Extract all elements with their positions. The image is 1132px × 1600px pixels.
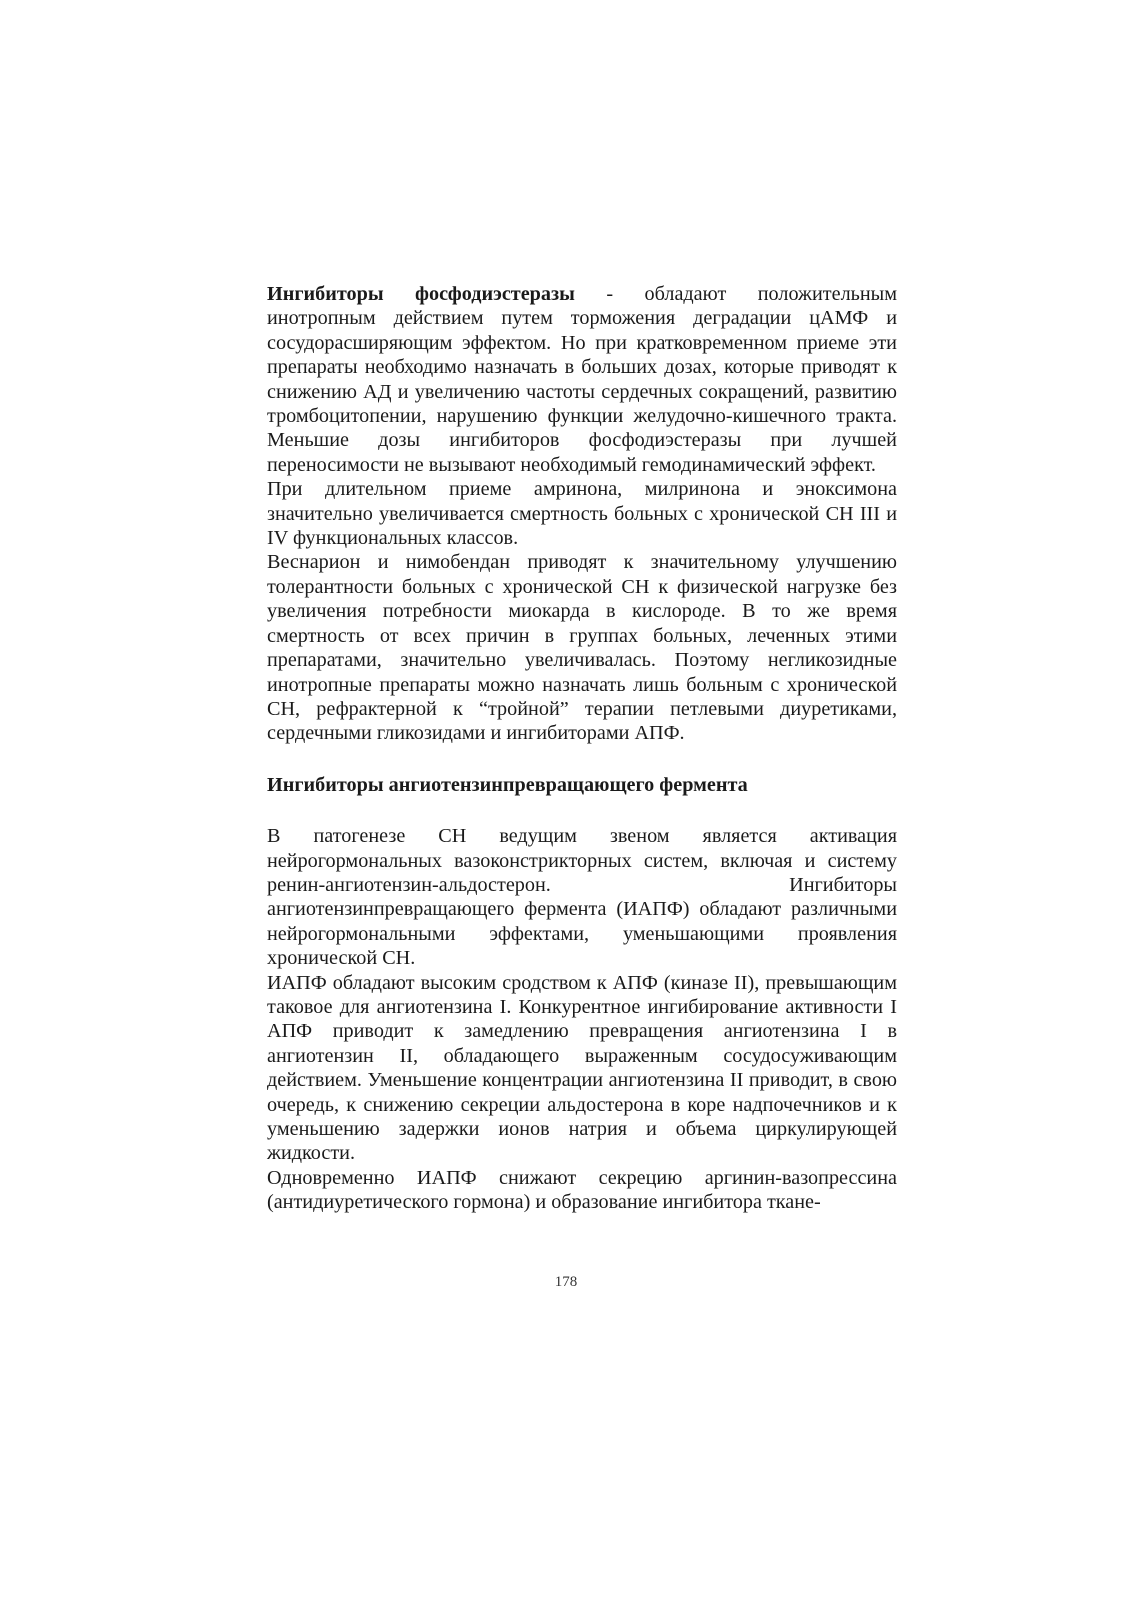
- paragraph-vesnarinone-pimobendan: Веснарион и нимобендан приводят к значительному улучшению толерантности больных с хронической СН к физической нагрузке без увеличения потребности миокарда в кислороде. В то же время смертность от всех причин в группах больных, леченных этими препаратами, значительно увеличивалась. Поэтому негликозидные инотропные препараты можно назначать лишь больным с хронической СН, рефрактерной к “тройной” терапии петлевыми диуретиками, сердечными гликозидами и ингибиторами АПФ.: [267, 551, 897, 745]
- paragraph-pathogenesis: В патогенезе СН ведущим звеном является активация нейрогормональных вазоконстрикторных систем, включая и систему ренин-ангиотензин-альдостерон. Ингибиторы ангиотензинпревращающего фермента (ИАПФ) обладают различными нейрогормональными эффектами, уменьшающими проявления хронической СН.: [267, 825, 897, 970]
- section-heading-ace-inhibitors: Ингибиторы ангиотензинпревращающего фермента: [267, 773, 748, 796]
- paragraph-pde-inhibitors: [267, 282, 897, 477]
- paragraph-ace-affinity: ИАПФ обладают высоким сродством к АПФ (киназе II), превышающим таковое для ангиотензина I. Конкурентное ингибирование активности I АПФ приводит к замедлению превращения ангиотензина I в ангиотензин II, обладающего выраженным сосудосуживающим действием. Уменьшение концентрации ангиотензина II приводит, в свою очередь, к снижению секреции альдостерона в коре надпочечников и к уменьшению задержки ионов натрия и объема циркулирующей жидкости.: [267, 971, 897, 1165]
- term-pde-inhibitors: Ингибиторы фосфодиэстеразы: [267, 283, 575, 305]
- paragraph-vasopressin: Одновременно ИАПФ снижают секрецию аргинин-вазопрессина (антидиуретического гормона) и образование ингибитора ткане-: [267, 1166, 897, 1214]
- paragraph-long-term-mortality: При длительном приеме амринона, милринона и эноксимона значительно увеличивается смертность больных с хронической СН III и IV функциональных классов.: [267, 478, 897, 550]
- page-number: 178: [554, 1274, 578, 1290]
- page-text-block: [267, 282, 897, 1215]
- paragraph-pde-inhibitors-text: - обладают положительным инотропным действием путем торможения деградации цАМФ и сосудорасширяющим эффектом. Но при кратковременном приеме эти препараты необходимо назначать в больших дозах, которые приводят к снижению АД и увеличению частоты сердечных сокращений, развитию тромбоцитопении, нарушению функции желудочно-кишечного тракта. Меньшие дозы ингибиторов фосфодиэстеразы при лучшей переносимости не вызывают необходимый гемодинамический эффект.: [267, 283, 897, 476]
